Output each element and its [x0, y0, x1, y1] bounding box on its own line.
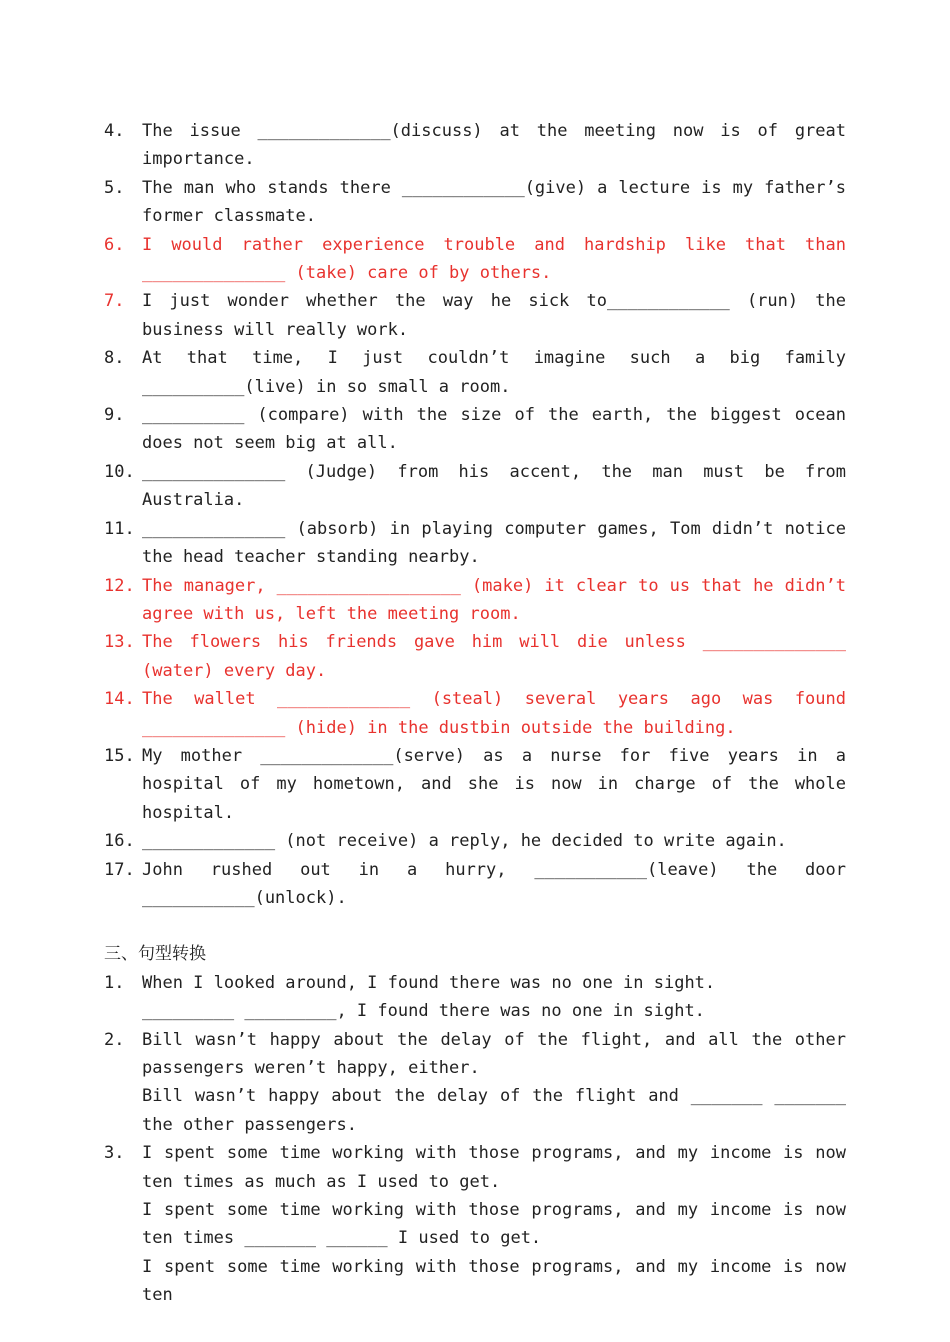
- transform-body: [142, 969, 846, 1026]
- transform-item: [104, 969, 846, 1026]
- question-number: 14.: [104, 689, 135, 710]
- question-item: [104, 458, 846, 515]
- question-number: 12.: [104, 575, 135, 596]
- question-text: I just wonder whether the way he sick to____________ (run) the business will really work.: [142, 291, 846, 340]
- question-text: The manager, __________________ (make) it clear to us that he didn’t agree with us, left the meeting room.: [142, 575, 846, 624]
- original-sentence: When I looked around, I found there was no one in sight.: [142, 972, 716, 993]
- question-number: 6.: [104, 234, 125, 255]
- question-item: [104, 174, 846, 231]
- rewrite-sentence: _________ _________, I found there was no one in sight.: [142, 1001, 705, 1022]
- question-number: 13.: [104, 632, 135, 653]
- question-number: 17.: [104, 859, 135, 880]
- question-item: [104, 344, 846, 401]
- question-number: 8.: [104, 348, 125, 369]
- worksheet-page: [104, 117, 846, 1310]
- question-number: 1.: [104, 972, 125, 993]
- section-spacer: [104, 912, 846, 940]
- question-text: The flowers his friends gave him will die unless ______________ (water) every day.: [142, 632, 846, 681]
- question-text: __________ (compare) with the size of the earth, the biggest ocean does not seem big at all.: [142, 405, 846, 454]
- question-number: 16.: [104, 831, 135, 852]
- transform-body: [142, 1139, 846, 1309]
- question-text: The issue _____________(discuss) at the meeting now is of great importance.: [142, 121, 846, 170]
- transform-item: [104, 1139, 846, 1309]
- question-item-highlighted: [104, 685, 846, 742]
- question-number: 9.: [104, 405, 125, 426]
- transform-item: [104, 1026, 846, 1140]
- question-number: 5.: [104, 177, 125, 198]
- question-item: [104, 856, 846, 913]
- question-text: My mother _____________(serve) as a nurse for five years in a hospital of my hometown, and she is now in charge of the whole hospital.: [142, 745, 846, 823]
- question-number: 15.: [104, 745, 135, 766]
- transform-body: [142, 1026, 846, 1140]
- question-item: [104, 515, 846, 572]
- question-text: _____________ (not receive) a reply, he decided to write again.: [142, 831, 787, 852]
- rewrite-sentence: I spent some time working with those programs, and my income is now ten times _______ ______ I used to get.: [142, 1200, 846, 1249]
- question-text: I would rather experience trouble and hardship like that than ______________ (take) care of by others.: [142, 234, 846, 284]
- question-text: The wallet _____________ (steal) several years ago was found ______________ (hide) in the dustbin outside the building.: [142, 689, 846, 738]
- question-item: [104, 401, 846, 458]
- question-number: 4.: [104, 121, 125, 141]
- question-item: [104, 827, 846, 855]
- question-text: ______________ (Judge) from his accent, the man must be from Australia.: [142, 461, 846, 511]
- question-item-highlighted: [104, 572, 846, 629]
- question-text: The man who stands there ____________(give) a lecture is my father’s former classmate.: [142, 177, 846, 227]
- question-text: At that time, I just couldn’t imagine such a big family __________(live) in so small a room.: [142, 348, 846, 397]
- original-sentence: Bill wasn’t happy about the delay of the flight, and all the other passengers weren’t happy, either.: [142, 1029, 846, 1078]
- question-text: John rushed out in a hurry, ___________(leave) the door ___________(unlock).: [142, 859, 846, 908]
- question-text: ______________ (absorb) in playing computer games, Tom didn’t notice the head teacher standing nearby.: [142, 518, 846, 568]
- question-item-highlighted: [104, 231, 846, 288]
- question-item-highlighted: [104, 628, 846, 685]
- question-number: 7.: [104, 291, 125, 312]
- section-heading: 三、句型转换: [104, 944, 206, 965]
- question-item: [104, 117, 846, 174]
- question-number: 2.: [104, 1029, 125, 1050]
- question-item: [104, 287, 846, 344]
- rewrite-sentence: Bill wasn’t happy about the delay of the flight and _______ _______ the other passengers.: [142, 1086, 846, 1135]
- rewrite-sentence: I spent some time working with those programs, and my income is now ten: [142, 1256, 846, 1306]
- question-number: 10.: [104, 461, 135, 482]
- question-number: 3.: [104, 1143, 125, 1164]
- question-number: 11.: [104, 518, 135, 539]
- question-item: [104, 742, 846, 827]
- original-sentence: I spent some time working with those programs, and my income is now ten times as much as I used to get.: [142, 1143, 846, 1192]
